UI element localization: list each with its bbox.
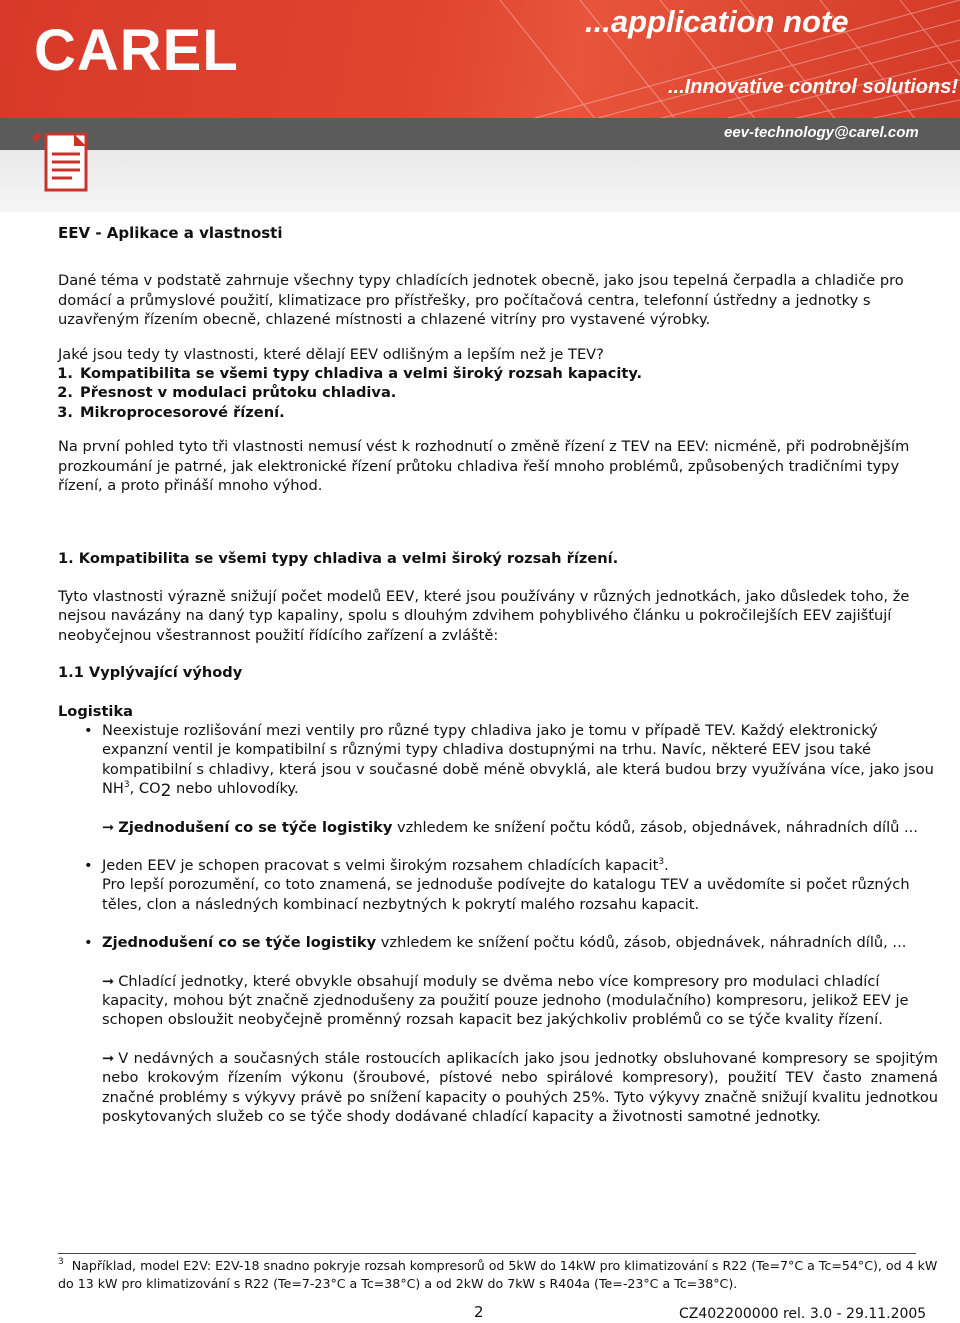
feature-item: 2. Přesnost v modulaci průtoku chladiva. (78, 383, 938, 402)
document-icon (28, 128, 100, 200)
header-banner (0, 0, 960, 212)
arrow-right-icon: ➞ (102, 1049, 115, 1067)
bullet-dot-icon: • (84, 856, 93, 874)
question-paragraph: Jaké jsou tedy ty vlastnosti, které dělají EEV odlišným a lepším než je TEV? (58, 345, 604, 363)
feature-item: 3. Mikroprocesorové řízení. (78, 403, 938, 422)
arrow-right-icon: ➞ (102, 972, 115, 990)
intro-paragraph: Dané téma v podstatě zahrnuje všechny typy chladících jednotek obecně, jako jsou tepelná čerpadla a chladiče pro domácí a průmyslové použití, klimatizace pro přístřešky, pro počítačová centra, telefonní ústředny a jednotky s uzavřeným řízením obecně, chlazené místnosti a chlazené vitríny pro vystavené výrobky. (58, 272, 904, 329)
footnote (58, 1257, 938, 1293)
arrow-note: ➞ Chladící jednotky, které obvykle obsahují moduly se dvěma nebo více kompresory pro modulaci chladící kapacity, mohou být značně zjednodušeny za použití pouze jednoho (modulačního) kompresoru, jelikož EEV je schopen obsloužit neobyčejně proměnný rozsah kapacit bez jakýchkoliv problémů co se týče kvality řízení. (102, 972, 909, 1029)
arrow-right-icon: ➞ (102, 818, 115, 836)
arrow-note: ➞ V nedávných a současných stále rostoucích aplikacích jako jsou jednotky obsluhované kompresory se spojitým nebo krokovým řízením výkonu (šroubové, pístové nebo spirálové kompresory), použití TEV často znamená značné problémy s výkyvy právě po snížení kapacity o pouhých 25%. Tyto výkyvy značně snižují kvalitu jednotkou poskytovaných služeb co se týče shody dodávané chladící kapacity a životnosti samotné jednotky. (102, 1049, 938, 1125)
carel-logo: CAREL (34, 18, 239, 83)
arrow-note: ➞ Zjednodušení co se týče logistiky vzhledem ke snížení počtu kódů, zásob, objednávek, náhradních dílů ... (102, 818, 918, 836)
document-reference: CZ402200000 rel. 3.0 - 29.11.2005 (679, 1306, 927, 1322)
section-1-text: Tyto vlastnosti výrazně snižují počet modelů EEV, které jsou používány v různých jednotkách, jako důsledek toho, že nejsou navázány na daný typ kapaliny, spolu s dlouhým zdvihem pohyblivého článku u pokročilejších EEV zajišťují neobyčejnou všestrannost použití řídícího zařízení a zvláště: (58, 587, 910, 644)
logistics-heading: Logistika (58, 702, 133, 720)
page-title: EEV - Aplikace a vlastnosti (58, 224, 283, 242)
page-number: 2 (474, 1303, 484, 1321)
feature-list (58, 364, 938, 422)
logistics-bullets (58, 721, 938, 802)
section-1-title: 1. Kompatibilita se všemi typy chladiva a velmi široký rozsah řízení. (58, 550, 619, 568)
footnote-divider (58, 1253, 916, 1254)
footnote-mark: 3 (58, 1257, 64, 1267)
bullet-item: • Neexistuje rozlišování mezi ventily pro různé typy chladiva jako je tomu v případě TEV. Každý elektronický expanzní ventil je kompatibilní s různými typy chladiva dostupnými na trhu. Navíc, některé EEV jsou také kompatibilní s chladivy, která jsou v současné době méně obvyklá, ale která budou brzy využívána více, jako jsou $NH^3$, CO2 nebo uhlovodíky. (84, 721, 934, 802)
second-paragraph: Na první pohled tyto tři vlastnosti nemusí vést k rozhodnutí o změně řízení z TEV na EEV: nicméně, při podrobnějším prozkoumání je patrné, jak elektronické řízení průtoku chladiva řeší mnoho problémů, způsobených tradičními typy řízení, a proto přináší mnoho výhod. (58, 438, 910, 495)
bullet-dot-icon: • (84, 934, 93, 952)
contact-email: eev-technology@carel.com (724, 124, 919, 141)
banner-bottom-band (0, 150, 960, 212)
bullet-dot-icon: • (84, 721, 93, 739)
app-note-label: ...application note (585, 4, 849, 39)
bullet-item: • Zjednodušení co se týče logistiky vzhledem ke snížení počtu kódů, zásob, objednávek, náhradních dílů, ... (84, 934, 907, 952)
bullet-item: • Jeden EEV je schopen pracovat s velmi širokým rozsahem chladících kapacit$^3$. Pro lepší porozumění, co toto znamená, se jednoduše podívejte do katalogu TEV a uvědomíte si počet různých těles, clon a následných kombinací nezbytných k pokrytí malého rozsahu kapacit. (84, 856, 910, 913)
document-body (58, 224, 938, 1126)
footnote-text: Například, model E2V: E2V-18 snadno pokryje rozsah kompresorů od 5kW do 14kW pro klimatizování s R22 (Te=7°C a Tc=54°C), od 4 kW do 13 kW pro klimatizování s R22 (Te=7-23°C a Tc=38°C) a od 2kW do 7kW s R404a (Te=-23°C a Tc=38°C). (58, 1258, 938, 1291)
feature-item: 1. Kompatibilita se všemi typy chladiva a velmi široký rozsah kapacity. (78, 364, 938, 383)
capacity-bullets (58, 856, 938, 953)
tagline: ...Innovative control solutions! (668, 76, 959, 98)
subsection-title: 1.1 Vyplývající výhody (58, 664, 243, 682)
